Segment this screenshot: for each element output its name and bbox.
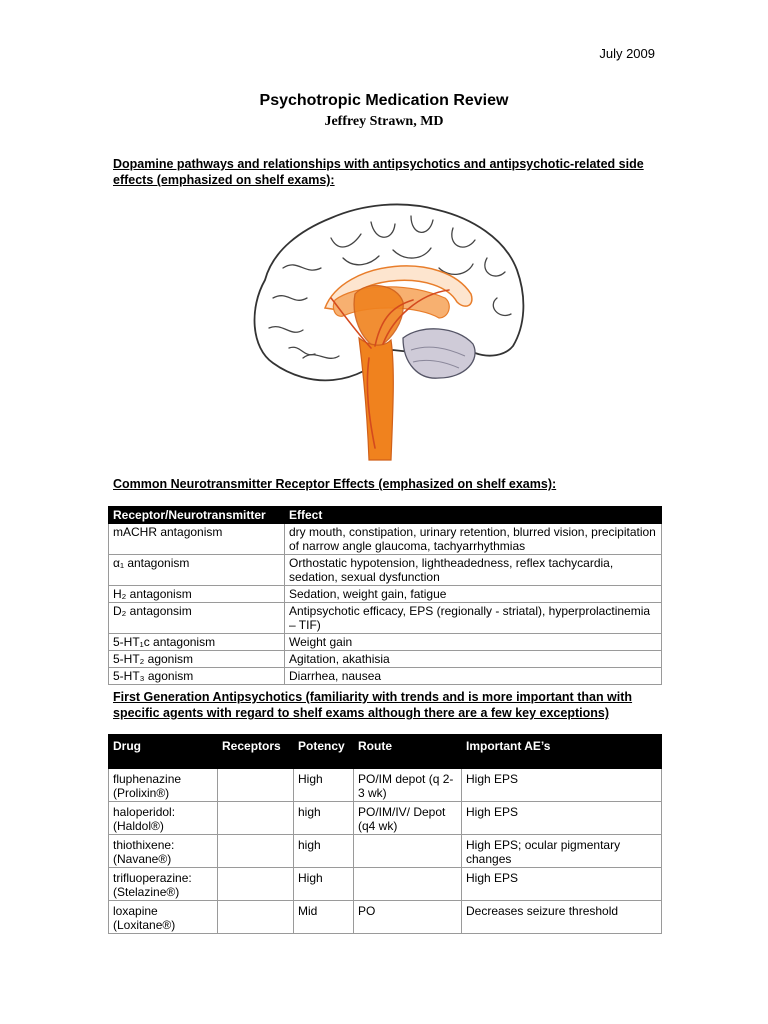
- table-row: [109, 524, 662, 555]
- potency-cell: High: [294, 769, 354, 802]
- drug-cell: loxapine (Loxitane®): [109, 901, 218, 934]
- adverse-effects-cell: High EPS: [462, 769, 662, 802]
- column-header: Drug: [109, 735, 218, 769]
- table-row: [109, 603, 662, 634]
- column-header: Potency: [294, 735, 354, 769]
- cerebellum: [403, 329, 475, 378]
- receptor-cell: H₂ antagonism: [109, 586, 285, 603]
- table-row: [109, 668, 662, 685]
- receptors-cell: [218, 901, 294, 934]
- effect-cell: dry mouth, constipation, urinary retention, blurred vision, precipitation of narrow angle glaucoma, tachyarrhythmias: [285, 524, 662, 555]
- route-cell: PO: [354, 901, 462, 934]
- table-row: [109, 586, 662, 603]
- receptor-effects-table: [108, 506, 662, 685]
- column-header: Important AE’s: [462, 735, 662, 769]
- table-row: [109, 769, 662, 802]
- dopamine-section-heading: Dopamine pathways and relationships with antipsychotics and antipsychotic-related side effects (emphasized on shelf exams):: [113, 157, 644, 187]
- adverse-effects-cell: High EPS; ocular pigmentary changes: [462, 835, 662, 868]
- adverse-effects-cell: Decreases seizure threshold: [462, 901, 662, 934]
- effect-cell: Orthostatic hypotension, lightheadedness, reflex tachycardia, sedation, sexual dysfunction: [285, 555, 662, 586]
- potency-cell: high: [294, 802, 354, 835]
- effect-cell: Diarrhea, nausea: [285, 668, 662, 685]
- receptor-section-heading: Common Neurotransmitter Receptor Effects (emphasized on shelf exams):: [113, 477, 557, 491]
- adverse-effects-cell: High EPS: [462, 802, 662, 835]
- receptor-cell: 5-HT₁c antagonism: [109, 634, 285, 651]
- receptors-cell: [218, 868, 294, 901]
- table-row: [109, 555, 662, 586]
- drug-cell: thiothixene: (Navane®): [109, 835, 218, 868]
- drug-cell: fluphenazine (Prolixin®): [109, 769, 218, 802]
- document-title: Psychotropic Medication Review: [259, 92, 509, 109]
- receptors-cell: [218, 769, 294, 802]
- table-header-row: [109, 735, 662, 769]
- effect-cell: Antipsychotic efficacy, EPS (regionally - striatal), hyperprolactinemia – TIF): [285, 603, 662, 634]
- fga-section-heading: First Generation Antipsychotics (familiarity with trends and is more important than with specific agents with regard to shelf exams although there are a few key exceptions): [113, 690, 633, 720]
- table-row: [109, 651, 662, 668]
- receptor-cell: D₂ antagonsim: [109, 603, 285, 634]
- column-header: Receptors: [218, 735, 294, 769]
- table-row: [109, 802, 662, 835]
- potency-cell: High: [294, 868, 354, 901]
- drug-cell: trifluoperazine: (Stelazine®): [109, 868, 218, 901]
- document-date: July 2009: [599, 46, 655, 61]
- effect-cell: Sedation, weight gain, fatigue: [285, 586, 662, 603]
- effect-cell: Agitation, akathisia: [285, 651, 662, 668]
- table-header-row: [109, 507, 662, 524]
- column-header: Effect: [285, 507, 662, 524]
- receptor-cell: 5-HT₂ agonism: [109, 651, 285, 668]
- adverse-effects-cell: High EPS: [462, 868, 662, 901]
- receptor-cell: mACHR antagonism: [109, 524, 285, 555]
- column-header: Receptor/Neurotransmitter: [109, 507, 285, 524]
- receptor-cell: α₁ antagonism: [109, 555, 285, 586]
- table-row: [109, 901, 662, 934]
- brainstem: [359, 338, 393, 460]
- route-cell: PO/IM depot (q 2-3 wk): [354, 769, 462, 802]
- route-cell: [354, 868, 462, 901]
- column-header: Route: [354, 735, 462, 769]
- receptors-cell: [218, 835, 294, 868]
- route-cell: [354, 835, 462, 868]
- table-row: [109, 634, 662, 651]
- table-row: [109, 868, 662, 901]
- document-author: Jeffrey Strawn, MD: [324, 114, 444, 129]
- table-row: [109, 835, 662, 868]
- drug-cell: haloperidol: (Haldol®): [109, 802, 218, 835]
- brain-dopamine-pathways-figure: [243, 198, 528, 463]
- first-generation-antipsychotics-table: [108, 734, 662, 934]
- receptor-cell: 5-HT₃ agonism: [109, 668, 285, 685]
- potency-cell: high: [294, 835, 354, 868]
- route-cell: PO/IM/IV/ Depot (q4 wk): [354, 802, 462, 835]
- receptors-cell: [218, 802, 294, 835]
- potency-cell: Mid: [294, 901, 354, 934]
- effect-cell: Weight gain: [285, 634, 662, 651]
